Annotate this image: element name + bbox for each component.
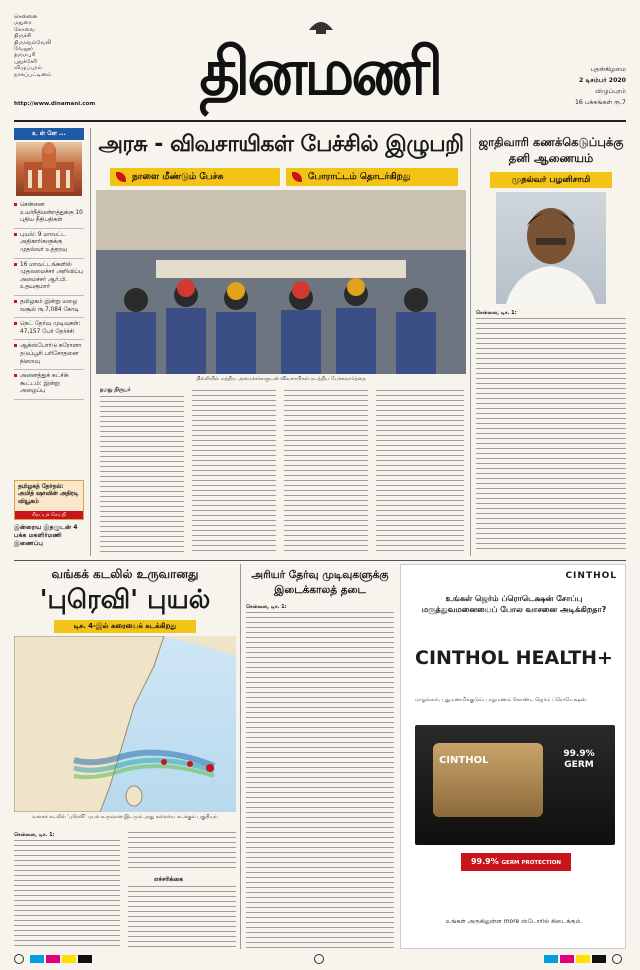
sidebar-item[interactable] — [14, 340, 84, 370]
color-bar-black — [78, 955, 92, 963]
election-box[interactable] — [14, 480, 84, 520]
cyclone-headline[interactable]: 'புரெவி' புயல் — [39, 585, 211, 615]
right-dateline: சென்னை, டிச. 1: — [476, 310, 517, 316]
lead-sub-left — [110, 168, 280, 186]
website-url[interactable]: http://www.dinamani.com — [14, 101, 96, 107]
city-list — [14, 14, 84, 78]
cyclone-body-col-3 — [128, 886, 236, 948]
cyclone-dateline: சென்னை, டிச. 1: — [14, 832, 55, 838]
cyclone-deck: டிச. 4-இல் கரையைக் கடக்கிறது — [54, 620, 196, 633]
lead-sub-right-text: போராட்டம் தொடர்கிறது — [308, 172, 411, 182]
issue-info — [520, 64, 626, 108]
sidebar-item-text: 16 மாவட்டங்களில் முதலமைச்சர் அறிவிப்பு அமைச்சர் ஆர்.பி. உதயகுமார் — [20, 261, 84, 291]
inside-label: உ ள் ளே ... — [14, 128, 84, 140]
print-marks — [14, 954, 626, 964]
city-item: திருச்சி — [14, 33, 32, 40]
section-rule — [14, 560, 626, 561]
meeting-photo — [96, 190, 466, 374]
color-bar-yellow — [62, 955, 76, 963]
city-item: கோவை — [14, 26, 36, 33]
color-bar-yellow — [576, 955, 590, 963]
city-item: வேலூர் — [14, 46, 34, 53]
soap-box-brand: CINTHOL — [439, 755, 489, 766]
lead-sub-right — [286, 168, 458, 186]
cinthol-ad[interactable] — [400, 564, 626, 949]
color-bar-cyan — [544, 955, 558, 963]
lead-headline[interactable]: அரசு - விவசாயிகள் பேச்சில் இழுபறி — [98, 132, 464, 157]
city-item: தருமபுரி — [14, 52, 36, 59]
bullet-icon — [14, 300, 17, 303]
cyclone-map — [14, 636, 236, 812]
election-title: தமிழகத் தேர்தல்: அமித் ஷாவின் அதிரடி வியூகம் — [18, 484, 79, 505]
lead-byline: நமது நிருபர் — [100, 387, 131, 393]
ad-product: CINTHOL HEALTH+ — [415, 647, 613, 669]
column-rule — [90, 128, 91, 556]
masthead-rule — [14, 120, 626, 122]
bullet-icon — [14, 233, 17, 236]
issue-pages-price: 16 பக்கங்கள் ரூ.7 — [575, 99, 626, 106]
exam-dateline: சென்னை, டிச. 1: — [246, 604, 287, 610]
cyclone-kicker[interactable]: வங்கக் கடலில் உருவானது — [51, 567, 199, 581]
sidebar-item-text: அனைத்துக் கட்சிக் கூட்டம்: இன்று அழைப்பு — [20, 373, 69, 395]
ad-footer: உங்கள் அருகிலுள்ள more ஸ்டோரில் கிடைக்கும். — [445, 918, 583, 925]
sidebar-item-text: நெட் தேர்வு முடிவுகள்: 47,157 பேர் தேர்ச்சி — [20, 321, 81, 335]
cyclone-body-col-2 — [128, 832, 236, 872]
bullet-icon — [14, 344, 17, 347]
issue-edition: விழுப்புரம் — [594, 88, 626, 95]
registration-mark-icon — [612, 954, 622, 964]
germ-badge-text: GERM PROTECTION — [501, 860, 562, 866]
photo-caption: தில்லியில் மத்திய அமைச்சர்களுடன் விவசாயிகள் நடத்திய பேச்சுவார்த்தை — [196, 376, 366, 382]
inside-sidebar — [14, 128, 84, 556]
city-item: சென்னை — [14, 14, 38, 20]
right-tag: முதல்வர் பழனிசாமி — [490, 172, 612, 188]
ad-brand: CINTHOL — [565, 571, 617, 581]
sidebar-item-text: தமிழகம் இன்று மழை வசூல் ரூ.7,084 கோடி — [20, 298, 79, 313]
soap-box-image — [415, 725, 615, 845]
supplement-notice: இன்றைய இதழுடன் 4 பக்க மகளிர்மணி இணைப்பு — [14, 524, 78, 547]
right-body-col-1 — [476, 318, 626, 552]
sidebar-item[interactable] — [14, 296, 84, 318]
sidebar-item[interactable] — [14, 370, 84, 400]
city-item: விழுப்புரம் — [14, 65, 43, 72]
sidebar-items — [14, 200, 84, 400]
sidebar-item[interactable] — [14, 229, 84, 259]
lead-sub-left-text: நாளை மீண்டும் பேச்சு — [132, 172, 224, 182]
color-bar-magenta — [560, 955, 574, 963]
lead-story — [96, 128, 466, 556]
city-item: திருநெல்வேலி — [14, 39, 52, 46]
exam-story — [246, 564, 394, 949]
sidebar-item-text: ஆக்ஸ்போர்டு கரோனா தடுப்பூசி பரிசோதனை நிறைவு — [20, 343, 82, 365]
bullet-icon — [14, 203, 17, 206]
cyclone-story — [14, 564, 236, 949]
right-story — [476, 128, 626, 556]
lead-body-col-2 — [192, 390, 276, 552]
city-item: மதுரை — [14, 20, 32, 27]
special-label: சிறப்புச் செய்தி — [15, 511, 83, 519]
lead-body-col-1 — [100, 396, 184, 552]
registration-mark-icon — [314, 954, 324, 964]
cyclone-subhead: எச்சரிக்கை — [154, 876, 183, 883]
soap-box-badge: 99.9% GERM — [563, 749, 595, 770]
leaf-icon — [292, 172, 302, 182]
bullet-icon — [14, 322, 17, 325]
ad-product-sub: மாறுங்கள், புதுமணமிக்குடும்ப நறுமணம் கொண்ட ஜெர்ம் ப்ரொடெக்ஷன். — [415, 697, 588, 703]
sidebar-item[interactable] — [14, 259, 84, 296]
ad-question: உங்கள் ஜெர்ம் ப்ரொடெக்ஷன் சோப்பு மருத்துவமனையைப் போல வாசனை அடிக்கிறதா? — [421, 594, 607, 614]
exam-headline[interactable]: அரியர் தேர்வு முடிவுகளுக்கு இடைக்காலத் தடை — [251, 569, 389, 596]
bullet-icon — [14, 374, 17, 377]
leaf-icon — [116, 172, 126, 182]
sidebar-item-text: புயல்: 9 மாவட்ட அதிகாரிகளுக்கு முதல்வர் உத்தரவு — [20, 231, 67, 253]
masthead-logo: தினமணி — [199, 33, 441, 110]
lead-body-col-4 — [376, 390, 464, 552]
map-caption: வங்கக் கடலில் 'புரெவி' புயல் உருவான இடமும் அது கரையை கடக்கும் பகுதியும் — [32, 814, 218, 820]
color-bar-magenta — [46, 955, 60, 963]
right-headline[interactable]: ஜாதிவாரி கணக்கெடுப்புக்கு தனி ஆணையம் — [478, 135, 624, 165]
chief-minister-photo — [496, 192, 606, 304]
column-rule — [470, 128, 471, 556]
exam-body — [246, 612, 394, 948]
column-rule — [240, 564, 241, 949]
registration-mark-icon — [14, 954, 24, 964]
issue-date: 2 டிசம்பர் 2020 — [578, 77, 626, 84]
germ-badge-pct: 99.9% — [470, 857, 499, 866]
germ-badge — [461, 853, 571, 871]
cyclone-body-col-1 — [14, 840, 120, 948]
masthead — [0, 0, 640, 125]
lead-body-col-3 — [284, 390, 368, 552]
color-bar-cyan — [30, 955, 44, 963]
bullet-icon — [14, 263, 17, 266]
court-building-image — [16, 142, 82, 196]
color-bar-black — [592, 955, 606, 963]
city-item: புதுச்சேரி — [14, 58, 38, 65]
issue-day: புதன்கிழமை — [590, 66, 626, 73]
sidebar-item-text: சென்னை உயர்நீதிமன்றத்துக்கு 10 புதிய நீதிபதிகள் — [20, 202, 83, 224]
city-item: நாகப்பட்டினம் — [14, 71, 52, 78]
sidebar-item[interactable] — [14, 200, 84, 229]
sidebar-item[interactable] — [14, 318, 84, 340]
